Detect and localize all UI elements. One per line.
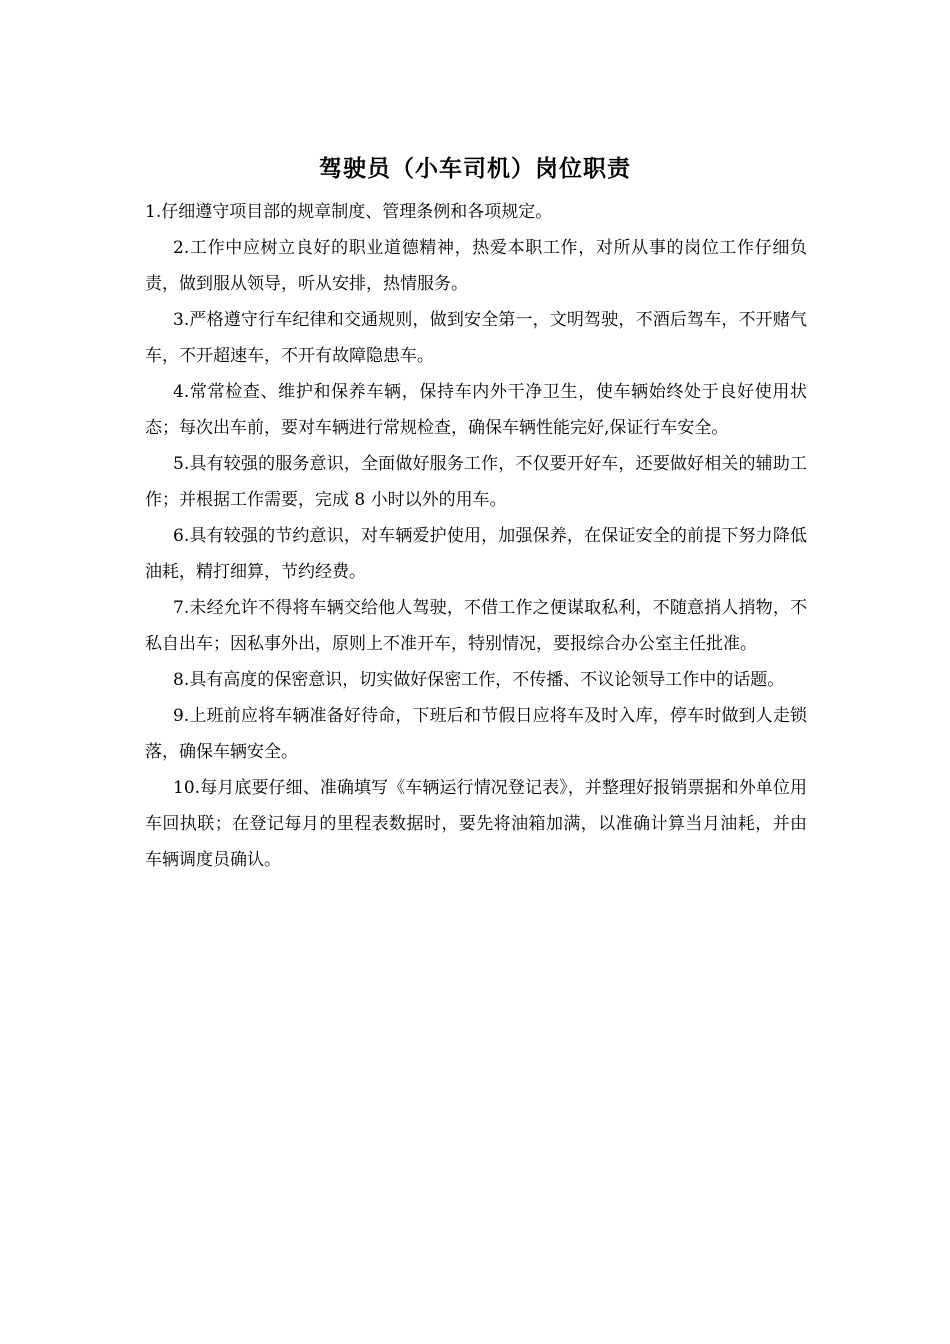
duty-item-7: 7.未经允许不得将车辆交给他人驾驶，不借工作之便谋取私利，不随意捎人捎物，不私自出车；因私事外出，原则上不准开车，特别情况，要报综合办公室主任批准。 xyxy=(145,598,807,654)
duty-item-5: 5.具有较强的服务意识，全面做好服务工作，不仅要开好车，还要做好相关的辅助工作；并根据工作需要，完成 8 小时以外的用车。 xyxy=(145,454,807,510)
duty-item-2: 2.工作中应树立良好的职业道德精神，热爱本职工作，对所从事的岗位工作仔细负责，做到服从领导，听从安排，热情服务。 xyxy=(145,238,807,294)
duty-item-1: 1.仔细遵守项目部的规章制度、管理条例和各项规定。 xyxy=(145,202,553,222)
duty-item-4: 4.常常检查、维护和保养车辆，保持车内外干净卫生，使车辆始终处于良好使用状态；每次出车前，要对车辆进行常规检查，确保车辆性能完好,保证行车安全。 xyxy=(145,382,807,438)
duty-item-9: 9.上班前应将车辆准备好待命，下班后和节假日应将车及时入库，停车时做到人走锁落，确保车辆安全。 xyxy=(145,706,807,762)
duty-item-6: 6.具有较强的节约意识，对车辆爱护使用，加强保养，在保证安全的前提下努力降低油耗，精打细算，节约经费。 xyxy=(145,526,807,582)
document-title: 驾驶员（小车司机）岗位职责 xyxy=(319,155,631,182)
duty-item-10: 10.每月底要仔细、准确填写《车辆运行情况登记表》，并整理好报销票据和外单位用车回执联；在登记每月的里程表数据时，要先将油箱加满，以准确计算当月油耗，并由车辆调度员确认。 xyxy=(145,778,807,870)
duty-item-8: 8.具有高度的保密意识，切实做好保密工作，不传播、不议论领导工作中的话题。 xyxy=(173,670,785,690)
document-body xyxy=(145,194,807,878)
duty-item-3: 3.严格遵守行车纪律和交通规则，做到安全第一，文明驾驶，不酒后驾车，不开赌气车，不开超速车，不开有故障隐患车。 xyxy=(145,310,807,366)
